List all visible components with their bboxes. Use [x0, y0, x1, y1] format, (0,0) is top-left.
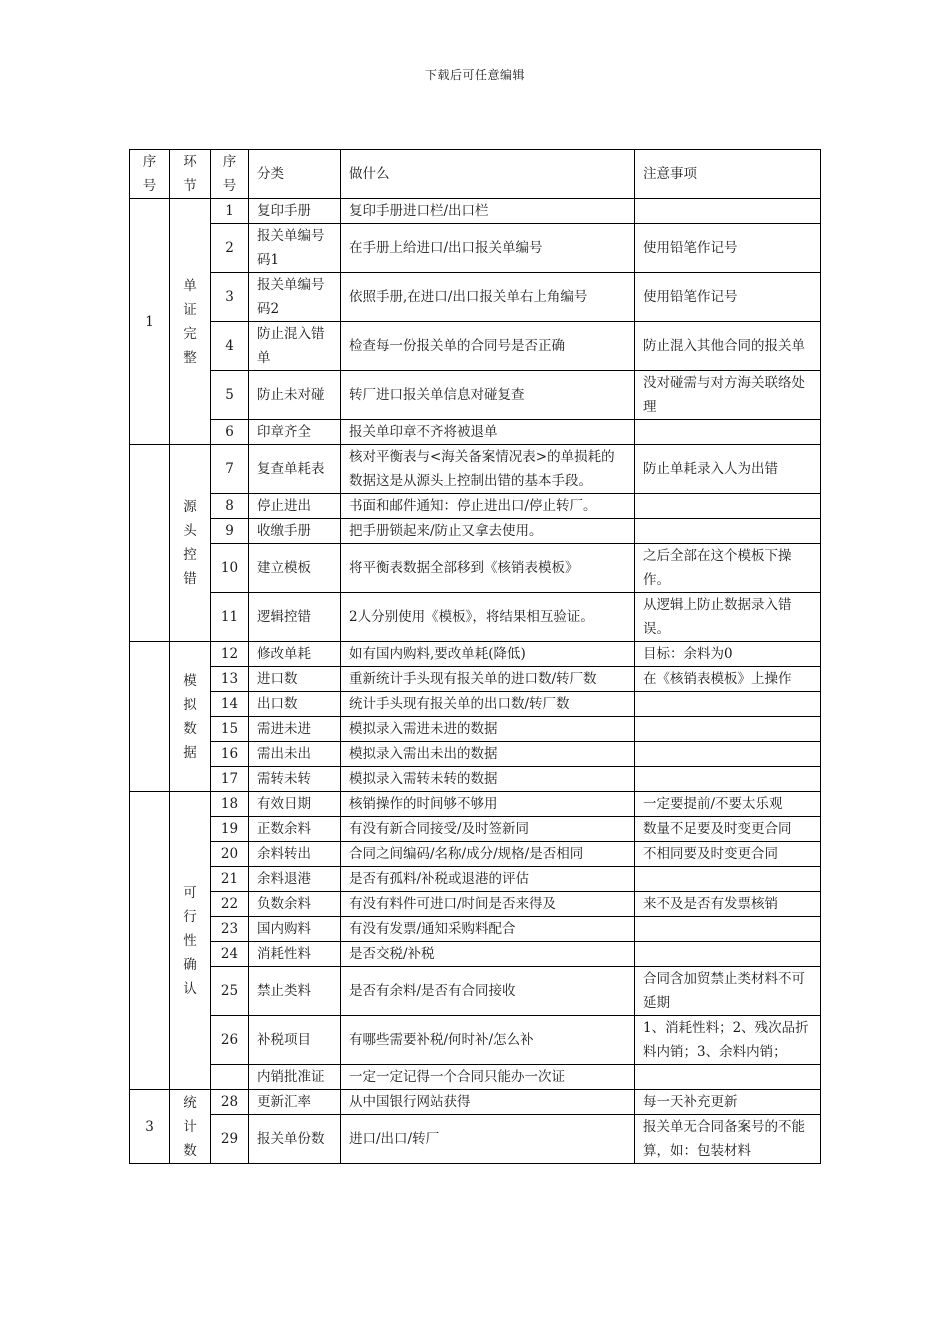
- item-no: 2: [211, 224, 249, 273]
- item-no: 21: [211, 867, 249, 892]
- item-category: 建立模板: [249, 544, 341, 593]
- item-note: [635, 917, 821, 942]
- item-action: 进口/出口/转厂: [341, 1115, 635, 1164]
- table-row: [130, 642, 821, 667]
- table-row: [130, 494, 821, 519]
- item-action: 报关单印章不齐将被退单: [341, 420, 635, 445]
- item-action: 把手册锁起来/防止又拿去使用。: [341, 519, 635, 544]
- item-note: [635, 867, 821, 892]
- table-row: [130, 224, 821, 273]
- table-row: [130, 1115, 821, 1164]
- item-category: 报关单编号码1: [249, 224, 341, 273]
- item-category: 防止混入错单: [249, 322, 341, 371]
- item-category: 修改单耗: [249, 642, 341, 667]
- table-row: [130, 519, 821, 544]
- item-action: 是否有余料/是否有合同接收: [341, 967, 635, 1016]
- item-no: 23: [211, 917, 249, 942]
- item-category: 国内购料: [249, 917, 341, 942]
- item-note: [635, 942, 821, 967]
- item-action: 在手册上给进口/出口报关单编号: [341, 224, 635, 273]
- item-action: 核销操作的时间够不够用: [341, 792, 635, 817]
- item-note: [635, 692, 821, 717]
- item-action: 有哪些需要补税/何时补/怎么补: [341, 1016, 635, 1065]
- item-note: 之后全部在这个模板下操作。: [635, 544, 821, 593]
- header-item-no: 序 号: [211, 150, 249, 199]
- table-row: [130, 717, 821, 742]
- group-seq: [130, 642, 170, 792]
- item-category: 复查单耗表: [249, 445, 341, 494]
- item-note: [635, 742, 821, 767]
- item-action: 转厂进口报关单信息对碰复查: [341, 371, 635, 420]
- item-note: 不相同要及时变更合同: [635, 842, 821, 867]
- item-no: 9: [211, 519, 249, 544]
- item-category: 需转未转: [249, 767, 341, 792]
- group-seq: [130, 445, 170, 642]
- item-action: 书面和邮件通知：停止进出口/停止转厂。: [341, 494, 635, 519]
- item-note: [635, 1065, 821, 1090]
- item-no: 15: [211, 717, 249, 742]
- item-no: 26: [211, 1016, 249, 1065]
- item-no: [211, 1065, 249, 1090]
- item-action: 统计手头现有报关单的出口数/转厂数: [341, 692, 635, 717]
- table-row: [130, 322, 821, 371]
- group-seq: 1: [130, 199, 170, 445]
- item-note: 目标：余料为0: [635, 642, 821, 667]
- table-row: [130, 767, 821, 792]
- item-action: 有没有料件可进口/时间是否来得及: [341, 892, 635, 917]
- table-row: [130, 667, 821, 692]
- header-seq: 序 号: [130, 150, 170, 199]
- table-row: [130, 942, 821, 967]
- item-no: 4: [211, 322, 249, 371]
- table-row: [130, 273, 821, 322]
- item-no: 11: [211, 593, 249, 642]
- table-row: [130, 593, 821, 642]
- group-stage: 模 拟 数 据: [170, 642, 211, 792]
- item-note: [635, 717, 821, 742]
- item-note: 报关单无合同备案号的不能算，如：包装材料: [635, 1115, 821, 1164]
- table-row: [130, 842, 821, 867]
- table-row: [130, 867, 821, 892]
- group-stage: 可 行 性 确 认: [170, 792, 211, 1090]
- item-note: 来不及是否有发票核销: [635, 892, 821, 917]
- item-note: 使用铅笔作记号: [635, 273, 821, 322]
- item-action: 复印手册进口栏/出口栏: [341, 199, 635, 224]
- group-seq: 3: [130, 1090, 170, 1164]
- item-no: 13: [211, 667, 249, 692]
- item-no: 7: [211, 445, 249, 494]
- item-action: 有没有新合同接受/及时签新同: [341, 817, 635, 842]
- item-no: 28: [211, 1090, 249, 1115]
- item-action: 模拟录入需进未进的数据: [341, 717, 635, 742]
- header-action: 做什么: [341, 150, 635, 199]
- item-note: [635, 494, 821, 519]
- header-category: 分类: [249, 150, 341, 199]
- item-action: 一定一定记得一个合同只能办一次证: [341, 1065, 635, 1090]
- item-no: 24: [211, 942, 249, 967]
- item-note: [635, 519, 821, 544]
- table-row: [130, 742, 821, 767]
- item-category: 余料转出: [249, 842, 341, 867]
- table-row: [130, 544, 821, 593]
- item-note: 防止混入其他合同的报关单: [635, 322, 821, 371]
- item-no: 20: [211, 842, 249, 867]
- item-action: 模拟录入需出未出的数据: [341, 742, 635, 767]
- group-stage: 统 计 数: [170, 1090, 211, 1164]
- item-category: 消耗性料: [249, 942, 341, 967]
- item-action: 模拟录入需转未转的数据: [341, 767, 635, 792]
- table-row: [130, 445, 821, 494]
- item-action: 合同之间编码/名称/成分/规格/是否相同: [341, 842, 635, 867]
- item-action: 将平衡表数据全部移到《核销表模板》: [341, 544, 635, 593]
- item-note: 没对碰需与对方海关联络处理: [635, 371, 821, 420]
- group-stage: 源 头 控 错: [170, 445, 211, 642]
- item-no: 29: [211, 1115, 249, 1164]
- item-action: 是否有孤料/补税或退港的评估: [341, 867, 635, 892]
- item-no: 16: [211, 742, 249, 767]
- item-category: 内销批准证: [249, 1065, 341, 1090]
- item-action: 是否交税/补税: [341, 942, 635, 967]
- group-seq: [130, 792, 170, 1090]
- table-row: [130, 792, 821, 817]
- item-note: [635, 420, 821, 445]
- item-category: 正数余料: [249, 817, 341, 842]
- item-category: 进口数: [249, 667, 341, 692]
- table-header-row: [130, 150, 821, 199]
- item-action: 有没有发票/通知采购料配合: [341, 917, 635, 942]
- item-no: 18: [211, 792, 249, 817]
- table-row: [130, 1065, 821, 1090]
- item-no: 14: [211, 692, 249, 717]
- item-action: 依照手册,在进口/出口报关单右上角编号: [341, 273, 635, 322]
- table-row: [130, 892, 821, 917]
- item-category: 负数余料: [249, 892, 341, 917]
- checklist-table: [129, 149, 821, 1164]
- item-note: 在《核销表模板》上操作: [635, 667, 821, 692]
- item-action: 2人分别使用《模板》，将结果相互验证。: [341, 593, 635, 642]
- table-row: [130, 1090, 821, 1115]
- item-action: 重新统计手头现有报关单的进口数/转厂数: [341, 667, 635, 692]
- item-category: 收缴手册: [249, 519, 341, 544]
- item-no: 10: [211, 544, 249, 593]
- table-row: [130, 967, 821, 1016]
- item-category: 报关单编号码2: [249, 273, 341, 322]
- item-category: 报关单份数: [249, 1115, 341, 1164]
- table-row: [130, 917, 821, 942]
- item-category: 更新汇率: [249, 1090, 341, 1115]
- item-note: [635, 199, 821, 224]
- item-note: 使用铅笔作记号: [635, 224, 821, 273]
- item-no: 1: [211, 199, 249, 224]
- item-no: 12: [211, 642, 249, 667]
- item-action: 从中国银行网站获得: [341, 1090, 635, 1115]
- item-category: 复印手册: [249, 199, 341, 224]
- item-note: 数量不足要及时变更合同: [635, 817, 821, 842]
- item-no: 3: [211, 273, 249, 322]
- item-no: 6: [211, 420, 249, 445]
- item-category: 停止进出: [249, 494, 341, 519]
- item-category: 印章齐全: [249, 420, 341, 445]
- item-category: 补税项目: [249, 1016, 341, 1065]
- item-note: 合同含加贸禁止类材料不可延期: [635, 967, 821, 1016]
- table-row: [130, 817, 821, 842]
- table-row: [130, 371, 821, 420]
- item-action: 检查每一份报关单的合同号是否正确: [341, 322, 635, 371]
- item-no: 5: [211, 371, 249, 420]
- item-no: 17: [211, 767, 249, 792]
- item-note: 防止单耗录入人为出错: [635, 445, 821, 494]
- item-action: 核对平衡表与<海关备案情况表>的单损耗的数据这是从源头上控制出错的基本手段。: [341, 445, 635, 494]
- table-row: [130, 692, 821, 717]
- item-no: 22: [211, 892, 249, 917]
- item-category: 出口数: [249, 692, 341, 717]
- item-category: 需进未进: [249, 717, 341, 742]
- item-category: 余料退港: [249, 867, 341, 892]
- item-no: 8: [211, 494, 249, 519]
- item-note: 每一天补充更新: [635, 1090, 821, 1115]
- item-category: 需出未出: [249, 742, 341, 767]
- item-category: 有效日期: [249, 792, 341, 817]
- table-row: [130, 420, 821, 445]
- item-no: 19: [211, 817, 249, 842]
- item-note: 从逻辑上防止数据录入错误。: [635, 593, 821, 642]
- item-note: 一定要提前/不要太乐观: [635, 792, 821, 817]
- item-note: 1、消耗性料；2、残次品折料内销；3、余料内销；: [635, 1016, 821, 1065]
- table-row: [130, 1016, 821, 1065]
- group-stage: 单 证 完 整: [170, 199, 211, 445]
- item-note: [635, 767, 821, 792]
- item-action: 如有国内购料,要改单耗(降低): [341, 642, 635, 667]
- item-category: 禁止类料: [249, 967, 341, 1016]
- header-note: 注意事项: [635, 150, 821, 199]
- item-category: 防止未对碰: [249, 371, 341, 420]
- item-no: 25: [211, 967, 249, 1016]
- header-stage: 环 节: [170, 150, 211, 199]
- page-header: 下载后可任意编辑: [424, 68, 525, 82]
- table-row: [130, 199, 821, 224]
- item-category: 逻辑控错: [249, 593, 341, 642]
